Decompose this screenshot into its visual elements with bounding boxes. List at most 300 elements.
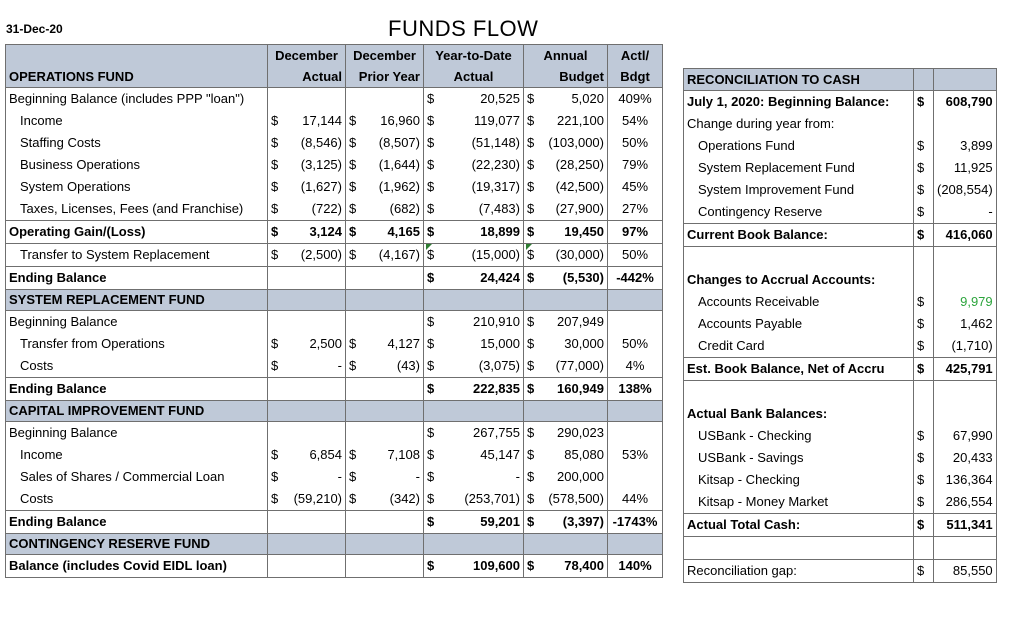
currency-symbol: $ [427,381,435,396]
recon-value [934,69,997,91]
recon-label: USBank - Checking [684,425,914,447]
pct-cell[interactable]: 53% [608,444,663,466]
amount: 290,023 [557,425,604,440]
value-cell[interactable] [424,88,524,111]
row-label: Sales of Shares / Commercial Loan [6,466,268,488]
currency-symbol: $ [271,224,279,239]
recon-row [684,157,997,179]
row-label: Ending Balance [6,511,268,534]
value-cell[interactable] [268,378,346,401]
recon-row [684,179,997,201]
section-fill [524,534,608,555]
currency-symbol: $ [914,157,934,179]
currency-symbol: $ [427,469,435,484]
value-cell[interactable] [346,444,424,466]
value-cell[interactable] [424,444,524,466]
value-cell[interactable] [524,176,608,198]
pct-cell[interactable]: 50% [608,244,663,267]
currency-symbol: $ [914,201,934,224]
value-cell[interactable] [268,488,346,511]
table-row [6,154,663,176]
amount: (3,075) [478,358,520,373]
section-title: CAPITAL IMPROVEMENT FUND [6,401,268,422]
row-label: Ending Balance [6,267,268,290]
spacer-row [684,537,997,560]
recon-value [934,381,997,404]
value-cell[interactable] [524,311,608,334]
pct-cell[interactable]: 50% [608,333,663,355]
amount: (59,210) [293,491,342,506]
currency-symbol: $ [527,91,535,106]
table-row [6,511,663,534]
column-header: December [268,45,346,67]
recon-row [684,514,997,537]
pct-cell[interactable]: 45% [608,176,663,198]
value-cell[interactable] [346,333,424,355]
pct-cell[interactable]: -442% [608,267,663,290]
recon-row [684,91,997,114]
recon-label [684,537,914,560]
cell-comment-marker [426,244,432,250]
currency-symbol: $ [271,358,279,373]
recon-label [684,247,914,270]
amount: 160,949 [557,381,604,396]
section-fill [268,401,346,422]
recon-value[interactable]: 20,433 [934,447,997,469]
row-label: Beginning Balance [6,311,268,334]
value-cell[interactable] [524,511,608,534]
recon-value[interactable]: 9,979 [934,291,997,313]
pct-cell[interactable] [608,422,663,445]
recon-row [684,269,997,291]
recon-value[interactable]: 67,990 [934,425,997,447]
value-cell[interactable] [424,333,524,355]
currency-symbol: $ [527,270,535,285]
value-cell[interactable] [524,355,608,378]
currency-symbol: $ [914,447,934,469]
table-row [6,110,663,132]
recon-value [934,403,997,425]
value-cell[interactable] [424,154,524,176]
value-cell[interactable] [424,132,524,154]
value-cell[interactable] [424,422,524,445]
table-row [6,311,663,334]
value-cell[interactable] [268,422,346,445]
currency-symbol: $ [427,179,435,194]
recon-label: Current Book Balance: [684,224,914,247]
amount: 3,124 [309,224,342,239]
value-cell[interactable] [524,422,608,445]
currency-symbol: $ [527,447,535,462]
value-cell[interactable] [268,244,346,267]
value-cell[interactable] [268,444,346,466]
pct-cell[interactable]: 409% [608,88,663,111]
currency-symbol: $ [914,291,934,313]
amount: 16,960 [380,113,420,128]
amount: 5,020 [571,91,604,106]
currency-symbol: $ [527,558,535,573]
recon-value[interactable]: 608,790 [934,91,997,114]
table-row [6,378,663,401]
recon-row [684,335,997,358]
table-row [6,198,663,221]
recon-label: USBank - Savings [684,447,914,469]
currency-symbol: $ [914,425,934,447]
pct-cell[interactable]: 79% [608,154,663,176]
amount: 18,899 [480,224,520,239]
column-header: Prior Year [346,66,424,88]
recon-row [684,113,997,135]
recon-row [684,447,997,469]
value-cell[interactable] [268,511,346,534]
row-label: Income [6,444,268,466]
currency-symbol: $ [527,157,535,172]
row-label: Beginning Balance (includes PPP "loan") [6,88,268,111]
recon-label: System Replacement Fund [684,157,914,179]
section-title: SYSTEM REPLACEMENT FUND [6,290,268,311]
pct-cell[interactable] [608,311,663,334]
currency-symbol: $ [349,179,357,194]
amount: (15,000) [471,247,520,262]
section-fill [608,534,663,555]
cell-comment-marker [526,244,532,250]
currency-symbol: $ [271,336,279,351]
amount: 221,100 [557,113,604,128]
column-header: December [346,45,424,67]
recon-value[interactable]: 136,364 [934,469,997,491]
value-cell[interactable] [424,221,524,244]
pct-cell[interactable]: 138% [608,378,663,401]
amount: - [337,469,342,484]
recon-value[interactable]: 416,060 [934,224,997,247]
amount: (27,900) [555,201,604,216]
row-label: Transfer to System Replacement [6,244,268,267]
currency-symbol: $ [427,247,435,262]
sheet-title: FUNDS FLOW [388,16,539,41]
amount: (77,000) [555,358,604,373]
section-fill [424,534,524,555]
column-header: Budget [524,66,608,88]
value-cell[interactable] [346,244,424,267]
table-row [6,422,663,445]
value-cell[interactable] [424,244,524,267]
value-cell[interactable] [524,88,608,111]
currency-symbol: $ [271,469,279,484]
value-cell[interactable] [346,511,424,534]
row-label: Taxes, Licenses, Fees (and Franchise) [6,198,268,221]
recon-value[interactable]: 425,791 [934,358,997,381]
currency-symbol: $ [527,314,535,329]
section-header-row [6,534,663,555]
recon-value[interactable]: 85,550 [934,560,997,583]
currency-symbol: $ [527,514,535,529]
amount: (19,317) [471,179,520,194]
value-cell[interactable] [424,176,524,198]
table-row [6,244,663,267]
pct-cell[interactable]: 4% [608,355,663,378]
currency-symbol: $ [349,113,357,128]
value-cell[interactable] [268,311,346,334]
section-fill [524,290,608,311]
amount: (722) [311,201,342,216]
value-cell[interactable] [268,176,346,198]
currency-symbol: $ [349,201,357,216]
value-cell[interactable] [268,555,346,578]
recon-row [684,224,997,247]
recon-value [934,537,997,560]
section-header-row [6,401,663,422]
amount: (3,125) [300,157,342,172]
value-cell[interactable] [424,466,524,488]
currency-symbol: $ [427,113,435,128]
value-cell[interactable] [524,333,608,355]
recon-row [684,560,997,583]
value-cell[interactable] [346,198,424,221]
currency-symbol: $ [271,247,279,262]
value-cell[interactable] [268,198,346,221]
section-title: CONTINGENCY RESERVE FUND [6,534,268,555]
row-label: Beginning Balance [6,422,268,445]
value-cell[interactable] [346,132,424,154]
recon-label: Credit Card [684,335,914,358]
amount: (8,546) [300,135,342,150]
section-title: OPERATIONS FUND [6,66,268,88]
value-cell[interactable] [268,333,346,355]
value-cell[interactable] [268,221,346,244]
value-cell[interactable] [346,221,424,244]
value-cell[interactable] [424,198,524,221]
value-cell[interactable] [268,355,346,378]
section-fill [346,290,424,311]
recon-value[interactable]: 286,554 [934,491,997,514]
section-fill [524,401,608,422]
amount: (2,500) [300,247,342,262]
currency-symbol: $ [427,314,435,329]
currency-symbol: $ [914,135,934,157]
recon-row [684,313,997,335]
currency-symbol: $ [349,224,357,239]
column-header: Actual [424,66,524,88]
value-cell[interactable] [524,198,608,221]
pct-cell[interactable]: 97% [608,221,663,244]
row-label: Income [6,110,268,132]
value-cell[interactable] [424,267,524,290]
amount: 15,000 [480,336,520,351]
recon-value[interactable]: - [934,201,997,224]
amount: 4,165 [387,224,420,239]
value-cell[interactable] [346,555,424,578]
amount: (1,644) [378,157,420,172]
value-cell[interactable] [268,132,346,154]
table-row [6,88,663,111]
currency-symbol: $ [349,135,357,150]
recon-row [684,425,997,447]
value-cell[interactable] [346,378,424,401]
pct-cell[interactable]: 44% [608,488,663,511]
value-cell[interactable] [524,154,608,176]
recon-row [684,135,997,157]
amount: 2,500 [309,336,342,351]
pct-cell[interactable]: 140% [608,555,663,578]
row-label: System Operations [6,176,268,198]
recon-value[interactable]: 511,341 [934,514,997,537]
amount: (1,627) [300,179,342,194]
currency-symbol: $ [914,335,934,358]
value-cell[interactable] [524,132,608,154]
column-header: Actual [268,66,346,88]
currency-symbol: $ [349,491,357,506]
recon-value[interactable]: (1,710) [934,335,997,358]
currency-symbol: $ [271,201,279,216]
value-cell[interactable] [424,378,524,401]
value-cell[interactable] [268,267,346,290]
recon-label [684,381,914,404]
currency-symbol: $ [427,447,435,462]
recon-label: RECONCILIATION TO CASH [684,69,914,91]
value-cell[interactable] [268,154,346,176]
value-cell[interactable] [524,244,608,267]
currency-symbol [914,269,934,291]
currency-symbol: $ [527,336,535,351]
value-cell[interactable] [424,355,524,378]
section-header-row [6,290,663,311]
amount: (578,500) [548,491,604,506]
amount: (51,148) [471,135,520,150]
value-cell[interactable] [268,466,346,488]
reconciliation-table [683,68,997,583]
amount: (253,701) [464,491,520,506]
amount: (103,000) [548,135,604,150]
currency-symbol: $ [914,179,934,201]
currency-symbol: $ [914,560,934,583]
section-fill [608,290,663,311]
value-cell[interactable] [524,221,608,244]
currency-symbol: $ [527,113,535,128]
currency-symbol: $ [427,336,435,351]
pct-cell[interactable] [608,466,663,488]
currency-symbol: $ [271,135,279,150]
amount: (43) [396,358,420,373]
currency-symbol: $ [427,135,435,150]
amount: 210,910 [473,314,520,329]
value-cell[interactable] [424,511,524,534]
amount: (4,167) [378,247,420,262]
currency-symbol: $ [527,469,535,484]
pct-cell[interactable]: 54% [608,110,663,132]
header-blank [6,45,268,67]
amount: 119,077 [473,113,520,128]
pct-cell[interactable]: 50% [608,132,663,154]
value-cell[interactable] [424,488,524,511]
value-cell[interactable] [346,488,424,511]
recon-row [684,469,997,491]
amount: (8,507) [378,135,420,150]
value-cell[interactable] [524,555,608,578]
amount: 20,525 [480,91,520,106]
amount: 19,450 [564,224,604,239]
table-row [6,466,663,488]
currency-symbol: $ [914,224,934,247]
value-cell[interactable] [268,110,346,132]
value-cell[interactable] [268,88,346,111]
recon-value[interactable]: 11,925 [934,157,997,179]
recon-label: Contingency Reserve [684,201,914,224]
column-header: Bdgt [608,66,663,88]
value-cell[interactable] [346,88,424,111]
currency-symbol: $ [349,447,357,462]
recon-value[interactable]: (208,554) [934,179,997,201]
section-fill [268,290,346,311]
recon-row [684,491,997,514]
amount: (342) [389,491,420,506]
amount: (5,530) [562,270,604,285]
amount: 6,854 [309,447,342,462]
value-cell[interactable] [346,422,424,445]
amount: 78,400 [564,558,604,573]
value-cell[interactable] [346,176,424,198]
pct-cell[interactable]: 27% [608,198,663,221]
currency-symbol: $ [527,358,535,373]
column-header: Actl/ [608,45,663,67]
amount: 267,755 [473,425,520,440]
value-cell[interactable] [524,267,608,290]
currency-symbol: $ [349,247,357,262]
value-cell[interactable] [424,311,524,334]
currency-symbol: $ [349,358,357,373]
value-cell[interactable] [424,110,524,132]
currency-symbol: $ [271,113,279,128]
section-fill [346,401,424,422]
value-cell[interactable] [524,466,608,488]
header-row [6,45,663,67]
value-cell[interactable] [346,466,424,488]
currency-symbol: $ [527,224,535,239]
currency-symbol [914,69,934,91]
amount: 85,080 [564,447,604,462]
currency-symbol: $ [271,157,279,172]
currency-symbol: $ [271,491,279,506]
value-cell[interactable] [346,311,424,334]
section-fill [268,534,346,555]
table-row [6,333,663,355]
value-cell[interactable] [346,154,424,176]
value-cell[interactable] [346,267,424,290]
pct-cell[interactable]: -1743% [608,511,663,534]
amount: 207,949 [557,314,604,329]
recon-label: Changes to Accrual Accounts: [684,269,914,291]
recon-label: Change during year from: [684,113,914,135]
recon-value[interactable]: 1,462 [934,313,997,335]
value-cell[interactable] [424,555,524,578]
amount: (42,500) [555,179,604,194]
recon-label: Actual Total Cash: [684,514,914,537]
value-cell[interactable] [524,444,608,466]
row-label: Operating Gain/(Loss) [6,221,268,244]
recon-value[interactable]: 3,899 [934,135,997,157]
currency-symbol: $ [527,201,535,216]
recon-label: Accounts Payable [684,313,914,335]
value-cell[interactable] [346,355,424,378]
amount: 7,108 [387,447,420,462]
value-cell[interactable] [524,488,608,511]
amount: 222,835 [473,381,520,396]
currency-symbol: $ [427,425,435,440]
value-cell[interactable] [346,110,424,132]
amount: 109,600 [473,558,520,573]
currency-symbol [914,247,934,270]
value-cell[interactable] [524,378,608,401]
value-cell[interactable] [524,110,608,132]
